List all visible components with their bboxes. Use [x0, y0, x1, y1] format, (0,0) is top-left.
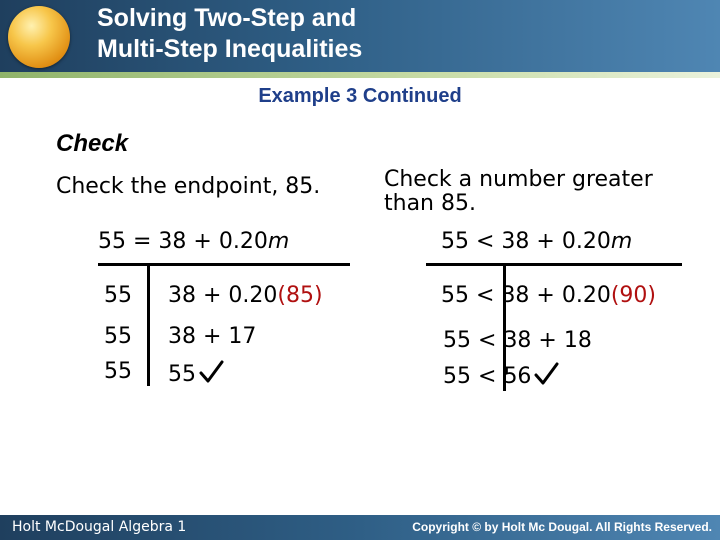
right-equation [441, 229, 632, 255]
right-row-1-sign: < [476, 283, 495, 308]
left-row-3-value: 55 [168, 362, 196, 387]
right-row-2 [443, 328, 592, 354]
right-row-3 [443, 361, 559, 390]
right-row-1 [441, 283, 656, 309]
right-equation-variable: m [610, 229, 633, 254]
left-equation [98, 229, 289, 255]
title-line-1: Solving Two-Step and [97, 4, 357, 32]
right-row-3-left: 55 [443, 364, 471, 389]
right-row-2-sign: < [478, 328, 497, 353]
right-row-1-expression: 38 + 0.20 [501, 283, 611, 308]
example-subtitle: Example 3 Continued [258, 85, 462, 107]
slide-title [97, 3, 362, 65]
left-row-1-expression: 38 + 0.20 [168, 283, 278, 308]
left-row-3-left: 55 [104, 359, 132, 384]
header-accent-strip [0, 72, 720, 78]
right-row-3-sign: < [478, 364, 497, 389]
left-row-3-right [168, 359, 224, 388]
left-row-2-left: 55 [104, 324, 132, 349]
right-instruction [384, 168, 653, 216]
left-check-horizontal-line [98, 263, 350, 266]
left-row-1-substitution: (85) [277, 283, 323, 308]
right-instruction-line-2: than 85. [384, 191, 476, 216]
checkmark-icon [198, 359, 224, 385]
header-banner [0, 0, 720, 72]
right-check-horizontal-line [426, 263, 682, 266]
right-row-2-expression: 38 + 18 [503, 328, 592, 353]
footer-copyright: Copyright © by Holt Mc Dougal. All Rights Reserved. [412, 520, 712, 534]
footer-publisher: Holt McDougal Algebra 1 [12, 519, 187, 535]
right-row-2-left: 55 [443, 328, 471, 353]
left-row-1-right [168, 283, 323, 309]
checkmark-icon [533, 361, 559, 387]
right-row-1-substitution: (90) [610, 283, 657, 308]
right-row-3-value: 56 [503, 364, 532, 389]
left-equation-variable: m [267, 229, 290, 254]
left-row-1-left: 55 [104, 283, 132, 308]
left-instruction: Check the endpoint, 85. [56, 174, 321, 199]
logo-ball-icon [8, 6, 70, 68]
left-check-vertical-line [147, 263, 150, 386]
right-instruction-line-1: Check a number greater [384, 167, 653, 192]
title-line-2: Multi-Step Inequalities [97, 35, 363, 63]
right-equation-text: 55 < 38 + 0.20 [441, 229, 611, 254]
right-row-1-left: 55 [441, 283, 469, 308]
left-equation-text: 55 = 38 + 0.20 [98, 229, 268, 254]
left-row-2-right: 38 + 17 [168, 324, 257, 349]
footer-bar [0, 515, 720, 540]
check-heading: Check [56, 130, 129, 157]
